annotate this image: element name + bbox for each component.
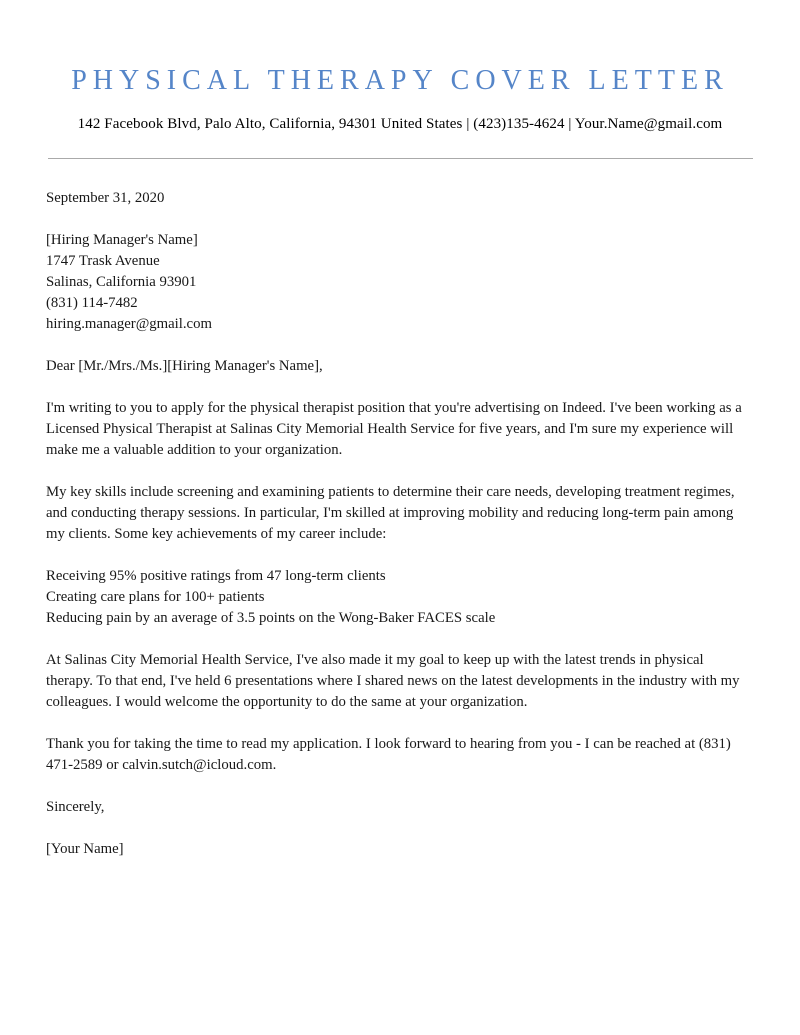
closing: Sincerely, (46, 799, 105, 815)
paragraph-key-skills: My key skills include screening and examining patients to determine their care needs, developing treatment regimes, and conducting therapy sessions. In particular, I'm skilled at improving mobility and reducing long-term pain among my clients. Some key achievements of my career include: (46, 484, 735, 542)
signature-placeholder: [Your Name] (46, 841, 124, 857)
letter-header (0, 0, 800, 159)
paragraph-latest-trends: At Salinas City Memorial Health Service, I've also made it my goal to keep up with the latest trends in physical therapy. To that end, I've held 6 presentations where I shared news on the latest developments in the industry with my colleagues. I would welcome the opportunity to do the same at your organization. (46, 652, 740, 710)
recipient-block (46, 230, 754, 335)
paragraph-introduction: I'm writing to you to apply for the physical therapist position that you're advertising on Indeed. I've been working as a Licensed Physical Therapist at Salinas City Memorial Health Service for five years, and I'm sure my experience will make me a valuable addition to your organization. (46, 400, 742, 458)
letter-body (46, 159, 754, 860)
contact-line: 142 Facebook Blvd, Palo Alto, California, 94301 United States | (423)135-4624 | Your.Name@gmail.com (77, 116, 723, 132)
recipient-street: 1747 Trask Avenue (46, 253, 160, 269)
letter-date: September 31, 2020 (46, 190, 165, 206)
recipient-phone: (831) 114-7482 (46, 295, 138, 311)
paragraph-thank-you: Thank you for taking the time to read my application. I look forward to hearing from you - I can be reached at (831) 471-2589 or calvin.sutch@icloud.com. (46, 736, 731, 773)
salutation: Dear [Mr./Mrs./Ms.][Hiring Manager's Name], (46, 358, 323, 374)
recipient-email: hiring.manager@gmail.com (46, 316, 212, 332)
achievement-item: Creating care plans for 100+ patients (46, 589, 265, 605)
achievements-list (46, 566, 754, 629)
achievement-item: Receiving 95% positive ratings from 47 long-term clients (46, 568, 386, 584)
recipient-city: Salinas, California 93901 (46, 274, 197, 290)
page-title: PHYSICAL THERAPY COVER LETTER (71, 65, 729, 96)
achievement-item: Reducing pain by an average of 3.5 points on the Wong-Baker FACES scale (46, 610, 496, 626)
recipient-name: [Hiring Manager's Name] (46, 232, 198, 248)
